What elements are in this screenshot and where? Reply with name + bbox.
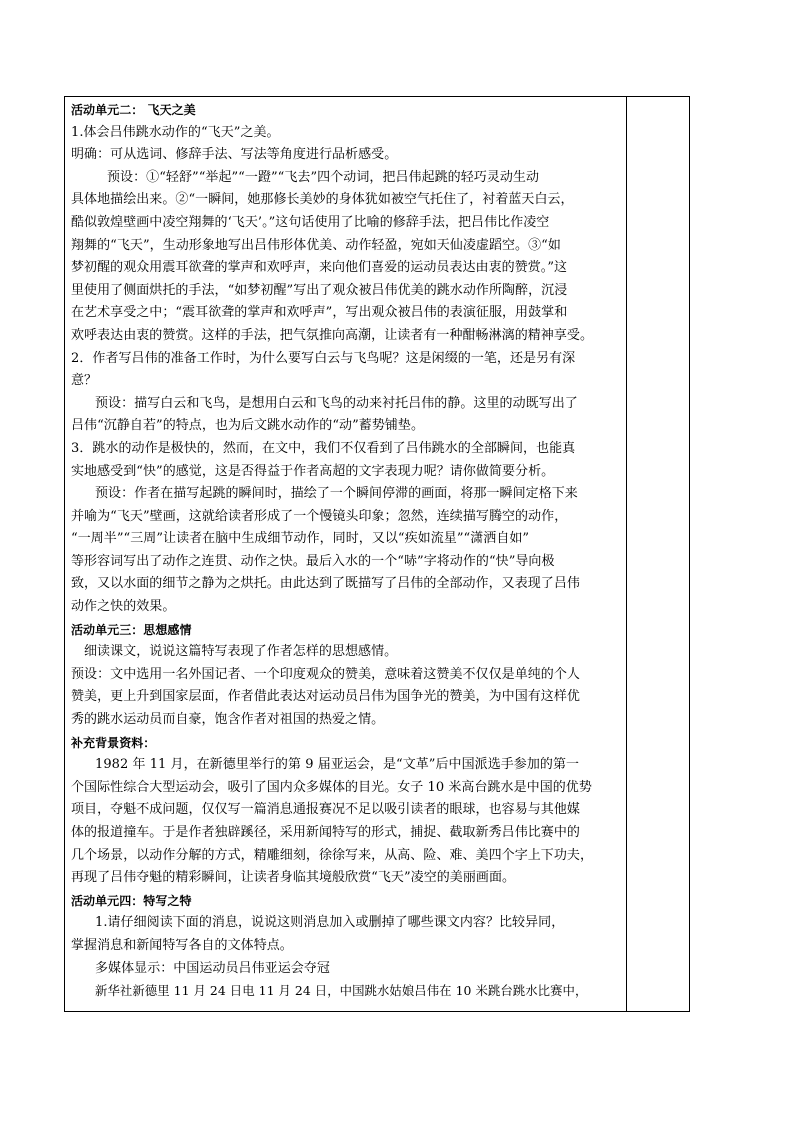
- text-line: 秀的跳水运动员而自豪，饱含作者对祖国的热爱之情。: [71, 712, 385, 728]
- column-divider: [626, 97, 627, 1011]
- question-line: 2．作者写吕伟的准备工作时，为什么要写白云与飞鸟呢？这是闲缀的一笔，还是另有深: [71, 350, 576, 366]
- question-line: 1.请仔细阅读下面的消息，说说这则消息加入或删掉了哪些课文内容？比较异同，: [95, 915, 565, 931]
- section-heading: 补充背景资料：: [71, 735, 156, 750]
- text-line: 再现了吕伟夺魁的精彩瞬间，让读者身临其境般欣赏“飞天”凌空的美丽画面。: [71, 870, 516, 886]
- text-line: 意？: [71, 373, 98, 389]
- text-line: “一周半”“三周”让读者在脑中生成细节动作，同时，又以“疾如流星”“潇洒自如”: [71, 531, 530, 547]
- text-line: 预设：描写白云和飞鸟，是想用白云和飞鸟的动来衬托吕伟的静。这里的动既写出了: [95, 395, 578, 411]
- text-line: 吕伟“沉静自若”的特点，也为后文跳水动作的“动”蓄势铺垫。: [71, 418, 425, 434]
- text-line: 梦初醒的观众用震耳欲聋的掌声和欢呼声，来向他们喜爱的运动员表达由衷的赞赏。”这: [71, 260, 568, 276]
- section-heading: 活动单元二： 飞天之美: [71, 103, 196, 117]
- text-line: 1982 年 11 月，在新德里举行的第 9 届亚运会，是“文革”后中国派选手参加的第一: [95, 757, 580, 773]
- text-line: 新华社新德里 11 月 24 日电 11 月 24 日，中国跳水姑娘吕伟在 10 米跳台跳水比赛中，: [95, 983, 588, 999]
- text-line: 项目，夺魁不成问题，仅仅写一篇消息通报赛况不足以吸引读者的眼球，也容易与其他媒: [71, 802, 580, 818]
- text-line: 几个场景，以动作分解的方式，精雕细刻，徐徐写来，从高、险、难、美四个字上下功夫，: [71, 847, 594, 863]
- text-line: 实地感受到“快”的感觉，这是否得益于作者高超的文字表现力呢？请你做简要分析。: [71, 463, 555, 479]
- section-heading: 活动单元四：特写之特: [71, 893, 192, 908]
- main-cell: [71, 99, 621, 1003]
- question-line: 1.体会吕伟跳水动作的“飞天”之美。: [71, 124, 280, 140]
- section-heading: 活动单元三：思想感情: [71, 622, 192, 637]
- text-line: 预设：作者在描写起跳的瞬间时，描绘了一个瞬间停滞的画面，将那一瞬间定格下来: [95, 486, 578, 502]
- text-line: 预设：文中选用一名外国记者、一个印度观众的赞美，意味着这赞美不仅仅是单纯的个人: [71, 666, 580, 682]
- text-line: 里使用了侧面烘托的手法，“如梦初醒”写出了观众被吕伟优美的跳水动作所陶醉，沉浸: [71, 282, 568, 298]
- text-line: 在艺术享受之中；“震耳欲聋的掌声和欢呼声”，写出观众被吕伟的表演征服，用鼓掌和: [71, 305, 568, 321]
- text-line: 具体地描绘出来。②“一瞬间，她那修长美妙的身体犹如被空气托住了，衬着蓝天白云，: [71, 192, 574, 208]
- text-line: 动作之快的效果。: [71, 599, 176, 615]
- text-line: 致，又以水面的细节之静为之烘托。由此达到了既描写了吕伟的全部动作，又表现了吕伟: [71, 576, 580, 592]
- text-line: 赞美，更上升到国家层面，作者借此表达对运动员吕伟为国争光的赞美，为中国有这样优: [71, 689, 580, 705]
- text-line: 欢呼表达由衷的赞赏。这样的手法，把气氛推向高潮，让读者有一种酣畅淋漓的精神享受。: [71, 327, 594, 343]
- text-line: 明确：可从选词、修辞手法、写法等角度进行品析感受。: [71, 147, 398, 163]
- text-line: 等形容词写出了动作之连贯、动作之快。最后入水的一个“哧”字将动作的“快”导向极: [71, 553, 555, 569]
- text-line: 细读课文，说说这篇特写表现了作者怎样的思想感情。: [84, 644, 398, 660]
- question-line: 3．跳水的动作是极快的，然而，在文中，我们不仅看到了吕伟跳水的全部瞬间，也能真: [71, 440, 576, 456]
- text-line: 个国际性综合大型运动会，吸引了国内众多媒体的目光。女子 10 米高台跳水是中国的优势: [71, 779, 592, 795]
- text-line: 掌握消息和新闻特写各自的文体特点。: [71, 937, 293, 953]
- text-line: 体的报道撞车。于是作者独辟蹊径，采用新闻特写的形式，捕捉、截取新秀吕伟比赛中的: [71, 825, 580, 840]
- text-line: 预设：①“轻舒”“举起”“一蹬”“飞去”四个动词，把吕伟起跳的轻巧灵动生动: [107, 169, 540, 185]
- text-line: 翔舞的“飞天”，生动形象地写出吕伟形体优美、动作轻盈，宛如天仙凌虚蹈空。③“如: [71, 237, 561, 253]
- text-line: 多媒体显示：中国运动员吕伟亚运会夺冠: [95, 960, 330, 976]
- lesson-table: [64, 96, 690, 1012]
- text-line: 酷似敦煌壁画中凌空翔舞的‘飞天’。”这句话使用了比喻的修辞手法，把吕伟比作凌空: [71, 214, 550, 230]
- text-line: 并喻为“飞天”壁画，这就给读者形成了一个慢镜头印象；忽然，连续描写腾空的动作，: [71, 508, 568, 524]
